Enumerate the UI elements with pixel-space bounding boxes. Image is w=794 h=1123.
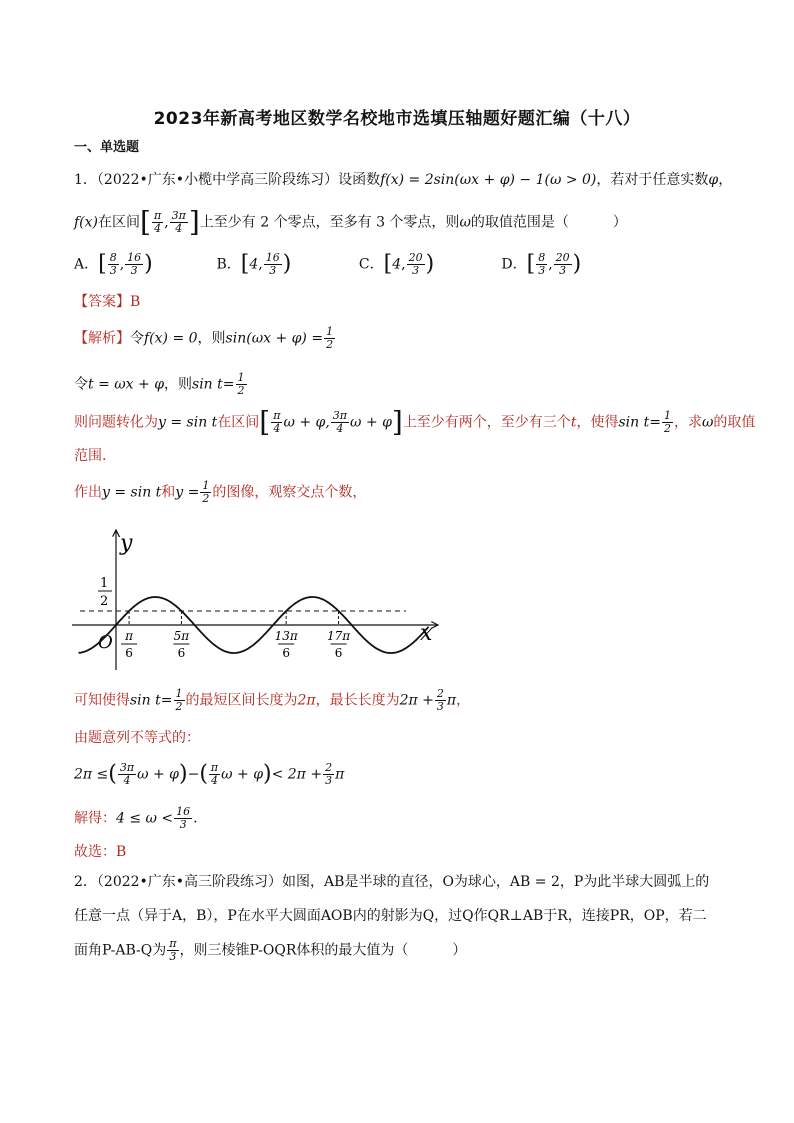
bracket: ) [425, 251, 435, 277]
q2-line3 [74, 938, 466, 963]
tick-label-numerator: π [125, 629, 134, 643]
text: 在区间 [217, 414, 260, 431]
half-numerator: 1 [100, 576, 109, 591]
text: ，使得 [576, 414, 619, 431]
text: ） [452, 942, 467, 959]
tick-label-denominator: 6 [125, 646, 133, 660]
frac-num: 20 [555, 251, 570, 264]
bracket: [ [240, 251, 250, 277]
math: 2π [297, 692, 316, 709]
frac-den: 3 [130, 264, 138, 277]
math: sin t= [618, 414, 661, 431]
origin-label: O [98, 632, 113, 653]
frac-den: 3 [412, 264, 420, 277]
frac-den: 3 [269, 264, 277, 277]
math: sin(ωx + φ) = [225, 330, 324, 347]
text: 的最短区间长度为 [185, 692, 298, 709]
tick-label-numerator: 13π [274, 629, 298, 643]
text: 的取值 [713, 414, 756, 431]
text: ，则 [164, 376, 193, 393]
y-axis-label: y [120, 531, 133, 556]
option-value: 4 [392, 256, 402, 273]
tick-label-denominator: 6 [177, 646, 186, 660]
q1-source: （2022•广东•小榄中学高三阶段练习） [96, 172, 339, 188]
bracket: ) [572, 251, 582, 277]
math: y = [175, 484, 200, 501]
math: − [187, 766, 200, 783]
q1-stem-text: 设函数 [338, 172, 381, 188]
q2-line1: 2．（2022•广东•高三阶段练习）如图，AB是半球的直径，O为球心，AB = 2，P为此半球大圆弧上的 [74, 874, 710, 890]
text: 上至少有两个，至少有三个 [402, 414, 571, 431]
text: ，则三棱锥P-OQR体积的最大值为（ [179, 942, 409, 959]
math: < 2π + [271, 766, 323, 783]
q1-option-a[interactable]: A．[ $\frac{8}{3}$ , $\frac{16}{3}$ ) [74, 251, 153, 277]
q1-function: f(x) = 2sin(ωx + φ) − 1(ω > 0) [380, 172, 597, 188]
x-axis-label: x [420, 621, 433, 646]
q1-omega: ω [459, 214, 471, 231]
tick-label-denominator: 6 [282, 646, 290, 660]
option-label: A． [74, 256, 99, 273]
frac-num: π [169, 937, 177, 950]
q1-stem-line1 [74, 170, 732, 190]
bracket: [ [526, 251, 536, 277]
option-label: B． [216, 256, 241, 273]
option-value: 4 [249, 256, 259, 273]
q1-stem-text-c: ， [718, 172, 733, 188]
math: t [570, 414, 577, 431]
section-heading: 一、单选题 [74, 140, 140, 155]
text: 和 [161, 484, 176, 501]
q2-line2: 任意一点（异于A，B），P在水平大圆面AOB内的射影为Q，过Q作QR⊥AB于R，连接PR，OP，若二 [74, 908, 707, 924]
q1-option-d[interactable]: D．[ $\frac{8}{3}$ , $\frac{20}{3}$ ) [501, 251, 582, 277]
tick-label-numerator: 17π [326, 629, 351, 643]
text: ，求 [673, 414, 702, 431]
bracket: ) [282, 251, 292, 277]
text: 令 [130, 330, 144, 347]
text: 解得： [74, 810, 116, 827]
text: 则问题转化为 [74, 414, 158, 431]
tick-label-numerator: 5π [173, 629, 190, 643]
q1-analysis-line3: 则问题转化为y = sin t在区间[ $\frac{\pi}{4}$ ω + φ, $\frac{3\pi}{4}$ ω + φ]上至少有两个，至少有三个t，使得sin t= $\frac{1}{2}$ ，求ω的取值 [74, 405, 756, 439]
frac-num: 16 [265, 251, 280, 264]
math: sin t= [130, 692, 173, 709]
text: 的图像，观察交点个数， [212, 484, 367, 501]
math: 2π ≤ [74, 766, 109, 783]
q1-stem-text-d: 上至少有 2 个零点，至多有 3 个零点，则 [199, 214, 460, 231]
bracket: [ [383, 251, 393, 277]
frac-num: 20 [408, 251, 423, 264]
text: . [193, 810, 198, 827]
math: 2π + [399, 692, 434, 709]
text: ，则 [197, 330, 226, 347]
math: y = sin t [102, 484, 162, 501]
math: ω [701, 414, 714, 431]
frac-num: 8 [109, 251, 117, 264]
q1-fx: f(x) [74, 214, 99, 231]
q1-interval-label: 在区间 [98, 214, 141, 231]
math: t = ωx + φ [88, 376, 165, 393]
math: f(x) = 0 [144, 330, 198, 347]
q1-stem-line2: f(x)在区间[ $\frac{\pi}{4}$ , $\frac{3\pi}{4}$ ]上至少有 2 个零点，至多有 3 个零点，则ω的取值范围是（ ） [74, 205, 627, 239]
tick-label-denominator: 6 [334, 646, 343, 660]
q1-analysis-line4: 范围. [74, 448, 107, 464]
frac-den: 3 [169, 950, 177, 963]
analysis-tag: 【解析】 [74, 330, 130, 347]
text: ，最长长度为 [315, 692, 400, 709]
math: y = sin t [158, 414, 218, 431]
q1-option-b[interactable]: B．[4, $\frac{16}{3}$ ) [216, 251, 292, 277]
page-title: 2023年新高考地区数学名校地市选填压轴题好题汇编（十八） [153, 109, 641, 129]
q1-stem-text-f: ） [612, 214, 627, 231]
q1-option-c[interactable]: C．[4, $\frac{20}{3}$ ) [358, 251, 435, 277]
q1-solve: 解得：4 ≤ ω < $\frac{16}{3}$ . [74, 805, 198, 831]
q1-options [74, 252, 639, 277]
frac-den: 3 [559, 264, 567, 277]
math: π [446, 692, 457, 709]
q1-phi: φ [708, 172, 719, 188]
half-denominator: 2 [100, 594, 109, 609]
text: 面角P-AB-Q为 [74, 942, 167, 959]
text: 令 [74, 376, 88, 393]
text: 作出 [74, 484, 102, 501]
text: ， [456, 692, 471, 709]
q1-analysis-line7: 由题意列不等式的： [74, 730, 200, 746]
answer-tag: 【答案】 [74, 294, 130, 310]
frac-den: 3 [538, 264, 546, 277]
bracket: ) [144, 251, 153, 277]
q1-analysis-line5: 作出y = sin t和y = $\frac{1}{2}$ 的图像，观察交点个数， [74, 479, 367, 505]
bracket: [ [98, 251, 107, 277]
frac-den: 3 [109, 264, 117, 277]
sine-graph [66, 524, 456, 674]
q1-number: 1． [74, 172, 97, 188]
q1-inequality: 2π ≤( $\frac{3\pi}{4}$ ω + φ)−( $\frac{\pi}{4}$ ω + φ)< 2π + $\frac{2}{3}$ π [74, 761, 345, 787]
q1-stem-text-b: ，若对于任意实数 [596, 172, 709, 188]
q1-analysis-line6: 可知使得sin t= $\frac{1}{2}$ 的最短区间长度为2π，最长长度为2π + $\frac{2}{3}$ π， [74, 687, 471, 713]
q1-analysis-line1: 【解析】令f(x) = 0，则sin(ωx + φ) = $\frac{1}{2}$ [74, 325, 334, 351]
q1-stem-text-e: 的取值范围是（ [470, 214, 569, 231]
q1-answer [74, 292, 140, 312]
frac-num: 8 [538, 251, 546, 264]
math: sin t= [192, 376, 235, 393]
option-label: C． [358, 256, 384, 273]
q1-analysis-line2: 令t = ωx + φ，则sin t= $\frac{1}{2}$ [74, 371, 245, 397]
math: 4 ≤ ω < [116, 810, 174, 827]
text: 可知使得 [74, 692, 130, 709]
q1-conclusion: 故选：B [74, 844, 127, 860]
frac-num: 16 [127, 251, 142, 264]
answer-value: B [130, 294, 141, 310]
option-label: D． [501, 256, 527, 273]
math: π [335, 766, 345, 783]
